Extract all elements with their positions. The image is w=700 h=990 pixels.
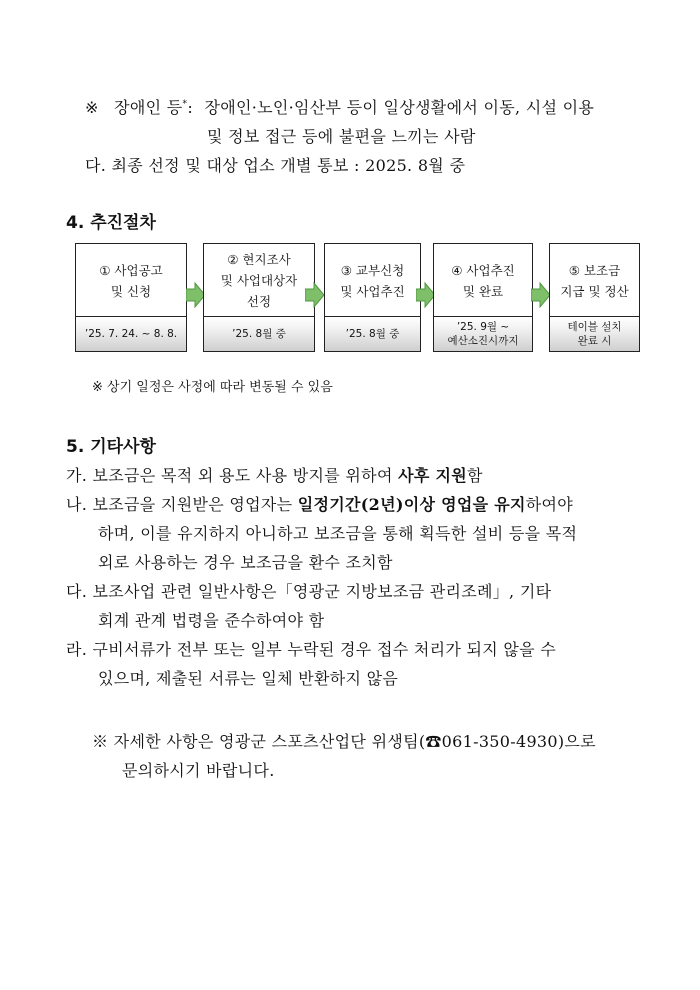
step-date: ’25. 7. 24. ~ 8. 8. [76, 316, 186, 351]
reference-mark: ※ [85, 98, 99, 117]
contact-note-line-2: 문의하시기 바랍니다. [122, 761, 275, 780]
process-step-4 [433, 243, 533, 352]
process-step-1 [75, 243, 187, 352]
emphasis: 사후 지원 [398, 466, 467, 485]
item-ra: 라. 구비서류가 전부 또는 일부 누락된 경우 접수 처리가 되지 않을 수 [66, 640, 557, 659]
step-label: ① 사업공고 및 신청 [99, 262, 163, 299]
step-date: ’25. 8월 중 [204, 316, 314, 351]
emphasis: 일정기간(2년)이상 영업을 유지 [297, 495, 526, 514]
definition-line-2: 및 정보 접근 등에 불편을 느끼는 사람 [207, 127, 476, 146]
process-step-5 [549, 243, 640, 352]
step-date: ’25. 9월 ~ 예산소진시까지 [434, 316, 532, 351]
step-date: ’25. 8월 중 [325, 316, 420, 351]
schedule-note: ※ 상기 일정은 사정에 따라 변동될 수 있음 [92, 380, 333, 395]
step-label: ② 현지조사 및 사업대상자 선정 [220, 252, 298, 309]
arrow-right-icon [531, 282, 551, 308]
item-ra-line-2: 있으며, 제출된 서류는 일체 반환하지 않음 [98, 669, 399, 688]
step-label: ④ 사업추진 및 완료 [451, 262, 515, 299]
contact-note: ※ 자세한 사항은 영광군 스포츠산업단 위생팀(☎061-350-4930)으로 [92, 732, 596, 751]
item-na-line-3: 외로 사용하는 경우 보조금을 환수 조치함 [98, 553, 393, 572]
section-5-title: 5. 기타사항 [66, 437, 156, 457]
item-da-line-2: 회계 관계 법령을 준수하여야 함 [98, 611, 325, 630]
item-na-line-2: 하며, 이를 유지하지 아니하고 보조금을 통해 획득한 설비 등을 목적 [98, 524, 578, 543]
step-date: 테이블 설치 완료 시 [550, 316, 639, 351]
section-4-title: 4. 추진절차 [66, 213, 156, 233]
step-label: ⑤ 보조금 지급 및 정산 [560, 262, 629, 299]
item-da: 다. 보조사업 관련 일반사항은「영광군 지방보조금 관리조례」, 기타 [66, 582, 552, 601]
step-label: ③ 교부신청 및 사업추진 [340, 262, 405, 299]
notice-date-item: 다. 최종 선정 및 대상 업소 개별 통보 : 2025. 8월 중 [85, 156, 466, 175]
definition-note [85, 95, 594, 118]
defined-term: 장애인 등*: [114, 98, 194, 117]
item-ga: 가. 보조금은 목적 외 용도 사용 방지를 위하여 사후 지원함 [66, 466, 483, 485]
process-step-3 [324, 243, 421, 352]
arrow-right-icon [305, 282, 325, 308]
item-na: 나. 보조금을 지원받은 영업자는 일정기간(2년)이상 영업을 유지하여야 [66, 495, 574, 514]
definition-line-1: 장애인·노인·임산부 등이 일상생활에서 이동, 시설 이용 [204, 98, 595, 117]
process-step-2 [203, 243, 315, 352]
footnote-star: * [182, 99, 188, 110]
